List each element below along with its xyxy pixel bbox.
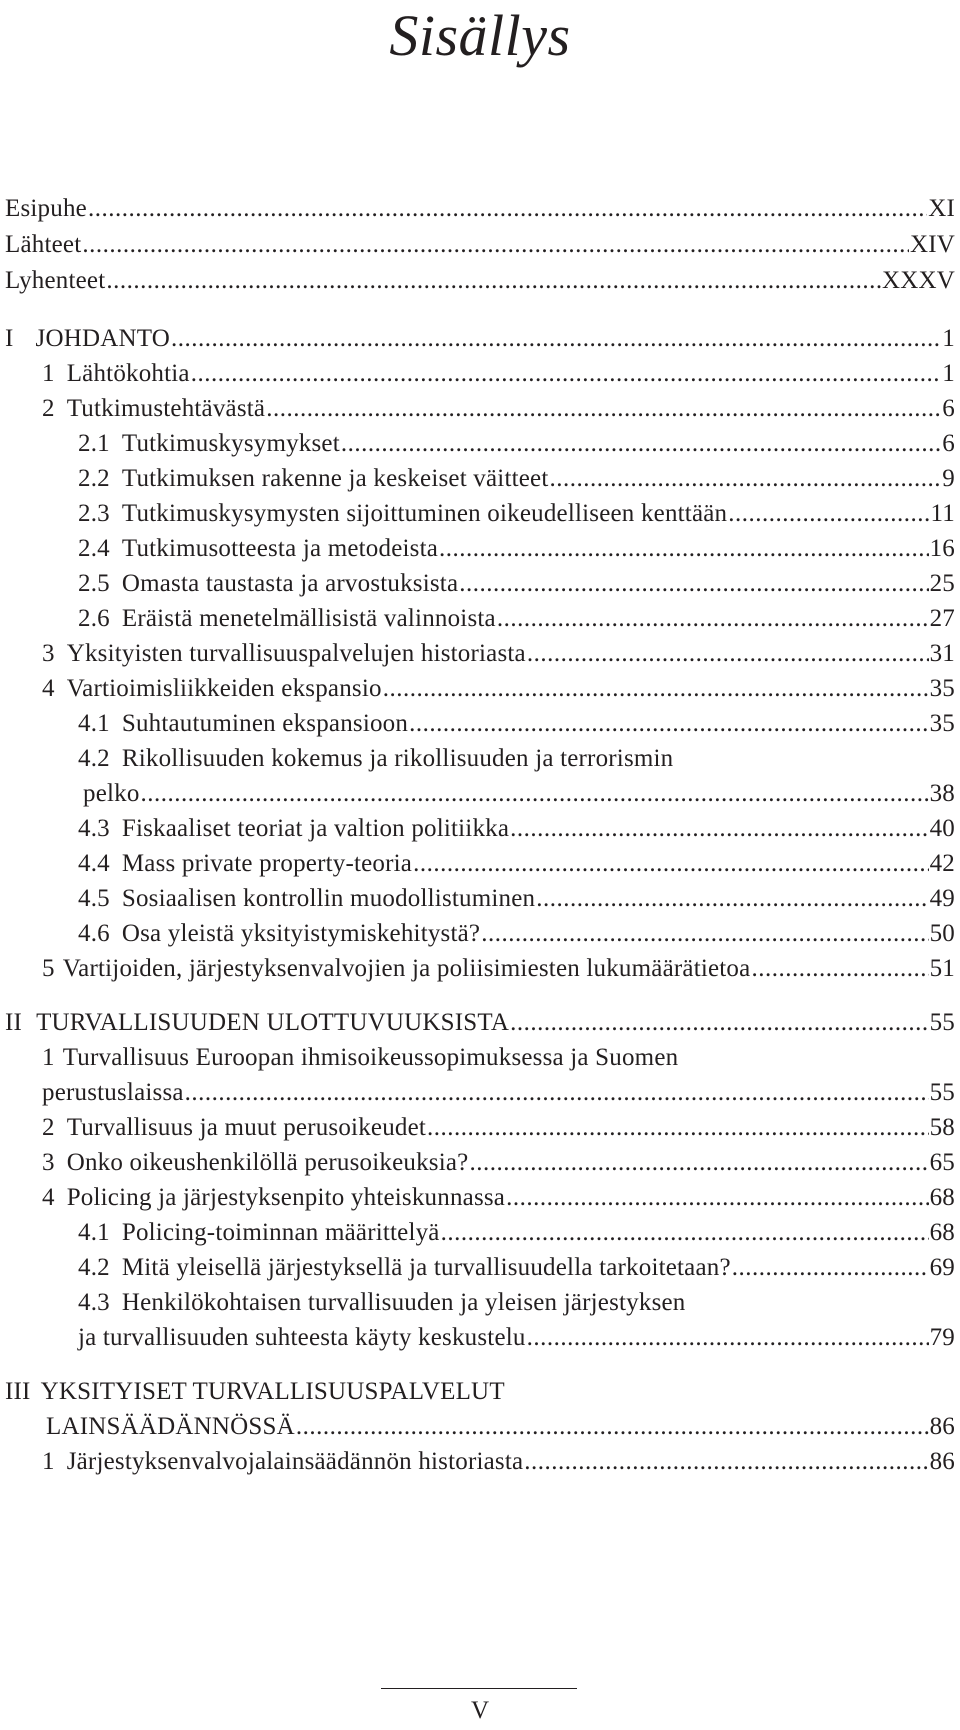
toc-entry[interactable] <box>78 462 955 496</box>
toc-page-number: 1 <box>942 360 955 387</box>
toc-entry[interactable] <box>78 707 955 741</box>
toc-entry-title: Sosiaalisen kontrollin muodollistuminen <box>121 885 536 912</box>
leader-dots <box>106 264 881 298</box>
toc-part-title: TURVALLISUUDEN ULOTTUVUUKSISTA <box>36 1009 510 1036</box>
leader-dots <box>409 707 929 741</box>
toc-section-number: 2 <box>42 395 55 422</box>
toc-section-number: 3 <box>42 1149 55 1176</box>
leader-dots <box>469 1146 928 1180</box>
leader-dots <box>427 1111 929 1145</box>
toc-entry[interactable] <box>78 427 955 461</box>
toc-section-number: 2 <box>42 1114 55 1141</box>
toc-page-number: 31 <box>929 640 955 667</box>
toc-section-number: 4.1 <box>78 1219 110 1246</box>
leader-dots <box>459 567 928 601</box>
leader-dots <box>510 812 928 846</box>
toc-part-2[interactable] <box>5 1006 955 1040</box>
toc-page-number: 68 <box>929 1184 955 1211</box>
toc-entry-title: Tutkimuksen rakenne ja keskeiset väitteet <box>121 465 549 492</box>
toc-entry-title: Esipuhe <box>5 195 87 222</box>
toc-entry[interactable] <box>78 882 955 916</box>
leader-dots <box>536 882 928 916</box>
toc-page-number: XXXV <box>881 267 955 294</box>
toc-section-number: 4.4 <box>78 850 110 877</box>
toc-page-number: 55 <box>929 1009 955 1036</box>
toc-page-number: 25 <box>929 570 955 597</box>
toc-section-number: 4.1 <box>78 710 110 737</box>
toc-section-number: 1 <box>42 360 55 387</box>
toc-page-number: 11 <box>930 500 955 527</box>
leader-dots <box>413 847 929 881</box>
toc-page-number: 69 <box>929 1254 955 1281</box>
footer-rule <box>381 1688 577 1689</box>
toc-entry-title: Fiskaaliset teoriat ja valtion politiikka <box>121 815 510 842</box>
toc-entry-first-line[interactable] <box>78 742 673 776</box>
toc-entry-title-continued: ja turvallisuuden suhteesta käyty keskustelu <box>78 1324 526 1351</box>
toc-entry-preface[interactable] <box>5 192 955 226</box>
toc-page-number: 6 <box>942 395 955 422</box>
toc-entry-abbreviations[interactable] <box>5 264 955 298</box>
toc-part-3-continuation[interactable] <box>46 1410 955 1444</box>
leader-dots <box>510 1006 928 1040</box>
toc-entry-title: Lähtökohtia <box>66 360 190 387</box>
toc-entry[interactable] <box>42 672 955 706</box>
toc-page-number: 35 <box>929 675 955 702</box>
toc-page-number: 40 <box>929 815 955 842</box>
toc-page-number: 16 <box>929 535 955 562</box>
toc-part-title: YKSITYISET TURVALLISUUSPALVELUT <box>40 1378 505 1405</box>
toc-part-title: JOHDANTO <box>35 325 171 352</box>
toc-entry-title: Turvallisuus Euroopan ihmisoikeussopimuksessa ja Suomen <box>62 1044 679 1071</box>
leader-dots <box>266 392 941 426</box>
toc-entry[interactable] <box>42 1146 955 1180</box>
toc-section-number: 4.3 <box>78 815 110 842</box>
leader-dots <box>82 228 909 262</box>
toc-entry-title: Tutkimuskysymykset <box>121 430 340 457</box>
toc-entry-title: Tutkimustehtävästä <box>66 395 266 422</box>
toc-entry-title: Turvallisuus ja muut perusoikeudet <box>66 1114 427 1141</box>
toc-section-number: 4.6 <box>78 920 110 947</box>
toc-page-number: 79 <box>929 1324 955 1351</box>
toc-entry-title: Mitä yleisellä järjestyksellä ja turvallisuudella tarkoitetaan? <box>121 1254 731 1281</box>
leader-dots <box>506 1181 928 1215</box>
leader-dots <box>191 357 942 391</box>
toc-entry[interactable] <box>78 847 955 881</box>
leader-dots <box>481 917 928 951</box>
leader-dots <box>383 672 929 706</box>
toc-entry-title: Mass private property-teoria <box>121 850 413 877</box>
toc-page-number: XIV <box>909 231 955 258</box>
toc-section-number: 4.3 <box>78 1289 110 1316</box>
toc-section-number: 2.6 <box>78 605 110 632</box>
leader-dots <box>441 1216 929 1250</box>
toc-section-number: 2.5 <box>78 570 110 597</box>
toc-entry-title: Lähteet <box>5 231 82 258</box>
leader-dots <box>341 427 941 461</box>
toc-entry-title: Lyhenteet <box>5 267 106 294</box>
toc-section-number: 5 <box>42 955 55 982</box>
toc-section-number: 1 <box>42 1448 55 1475</box>
toc-page-number: 1 <box>942 325 955 352</box>
toc-entry[interactable] <box>42 357 955 391</box>
toc-entry-title: Onko oikeushenkilöllä perusoikeuksia? <box>66 1149 469 1176</box>
leader-dots <box>88 192 927 226</box>
toc-entry-title: Osa yleistä yksityistymiskehitystä? <box>121 920 481 947</box>
toc-page-number: 35 <box>929 710 955 737</box>
toc-entry-title: Vartijoiden, järjestyksenvalvojien ja poliisimiesten lukumäärätietoa <box>62 955 751 982</box>
toc-page-number: XI <box>928 195 955 222</box>
toc-entry[interactable] <box>78 497 955 531</box>
toc-page-number: 49 <box>929 885 955 912</box>
leader-dots <box>171 322 941 356</box>
page-title: Sisällys <box>389 3 571 68</box>
toc-entry[interactable] <box>78 1251 955 1285</box>
leader-dots <box>296 1410 929 1444</box>
toc-entry-title-continued: perustuslaissa <box>42 1079 184 1106</box>
toc-page-number: 42 <box>929 850 955 877</box>
toc-section-number: 4.2 <box>78 1254 110 1281</box>
toc-entry[interactable] <box>78 812 955 846</box>
toc-entry[interactable] <box>42 392 955 426</box>
toc-entry[interactable] <box>42 1445 955 1479</box>
toc-page-number: 9 <box>942 465 955 492</box>
toc-entry-first-line[interactable] <box>78 1286 686 1320</box>
toc-section-number: 1 <box>42 1044 55 1071</box>
toc-page-number: 51 <box>929 955 955 982</box>
toc-section-number: 2.1 <box>78 430 110 457</box>
toc-page-number: 68 <box>929 1219 955 1246</box>
toc-entry-title: Tutkimusotteesta ja metodeista <box>121 535 439 562</box>
toc-entry-title: Suhtautuminen ekspansioon <box>121 710 409 737</box>
part-numeral: III <box>5 1378 31 1405</box>
toc-entry[interactable] <box>42 637 955 671</box>
toc-section-number: 2.4 <box>78 535 110 562</box>
toc-entry-title: Rikollisuuden kokemus ja rikollisuuden ja terrorismin <box>121 745 674 772</box>
toc-part-title-continued: LAINSÄÄDÄNNÖSSÄ <box>46 1413 295 1440</box>
toc-entry-title: Omasta taustasta ja arvostuksista <box>121 570 459 597</box>
toc-section-number: 4 <box>42 675 55 702</box>
leader-dots <box>141 777 929 811</box>
toc-entry[interactable] <box>78 567 955 601</box>
toc-entry-continuation[interactable] <box>42 1076 955 1110</box>
leader-dots <box>751 952 928 986</box>
toc-section-number: 2.3 <box>78 500 110 527</box>
toc-entry-first-line[interactable] <box>42 1041 678 1075</box>
toc-entry[interactable] <box>42 1111 955 1145</box>
toc-entry-sources[interactable] <box>5 228 955 262</box>
toc-page-number: 58 <box>929 1114 955 1141</box>
leader-dots <box>549 462 941 496</box>
leader-dots <box>527 637 929 671</box>
toc-page-number: 65 <box>929 1149 955 1176</box>
toc-section-number: 4.2 <box>78 745 110 772</box>
page-number: V <box>470 1697 490 1724</box>
leader-dots <box>439 532 929 566</box>
toc-part-1[interactable] <box>5 322 955 356</box>
toc-section-number: 2.2 <box>78 465 110 492</box>
toc-entry-title: Eräistä menetelmällisistä valinnoista <box>121 605 496 632</box>
leader-dots <box>728 497 929 531</box>
toc-entry[interactable] <box>78 917 955 951</box>
leader-dots <box>732 1251 929 1285</box>
toc-page-number: 86 <box>929 1448 955 1475</box>
toc-entry-title: Vartioimisliikkeiden ekspansio <box>66 675 382 702</box>
part-numeral: II <box>5 1009 23 1036</box>
toc-page-number: 6 <box>942 430 955 457</box>
toc-entry-continuation[interactable] <box>83 777 955 811</box>
toc-entry-continuation[interactable] <box>78 1321 955 1355</box>
part-numeral: I <box>5 325 14 352</box>
toc-entry[interactable] <box>78 532 955 566</box>
toc-entry-title: Henkilökohtaisen turvallisuuden ja yleisen järjestyksen <box>121 1289 686 1316</box>
toc-entry[interactable] <box>78 1216 955 1250</box>
toc-entry-title: Policing-toiminnan määrittelyä <box>121 1219 440 1246</box>
toc-section-number: 4.5 <box>78 885 110 912</box>
leader-dots <box>185 1076 929 1110</box>
toc-entry[interactable] <box>42 1181 955 1215</box>
leader-dots <box>524 1445 928 1479</box>
toc-entry-title: Tutkimuskysymysten sijoittuminen oikeudelliseen kenttään <box>121 500 728 527</box>
toc-page-number: 38 <box>929 780 955 807</box>
toc-page-number: 86 <box>929 1413 955 1440</box>
toc-entry-title: Policing ja järjestyksenpito yhteiskunnassa <box>66 1184 506 1211</box>
toc-page-number: 27 <box>929 605 955 632</box>
toc-entry-title: Yksityisten turvallisuuspalvelujen historiasta <box>66 640 526 667</box>
toc-entry-title: Järjestyksenvalvojalainsäädännön historiasta <box>66 1448 524 1475</box>
toc-page-number: 55 <box>929 1079 955 1106</box>
toc-section-number: 3 <box>42 640 55 667</box>
toc-part-3-first-line[interactable] <box>5 1375 505 1409</box>
toc-page-number: 50 <box>929 920 955 947</box>
toc-entry[interactable] <box>42 952 955 986</box>
leader-dots <box>497 602 929 636</box>
leader-dots <box>527 1321 929 1355</box>
toc-entry-title-continued: pelko <box>83 780 140 807</box>
toc-section-number: 4 <box>42 1184 55 1211</box>
toc-entry[interactable] <box>78 602 955 636</box>
